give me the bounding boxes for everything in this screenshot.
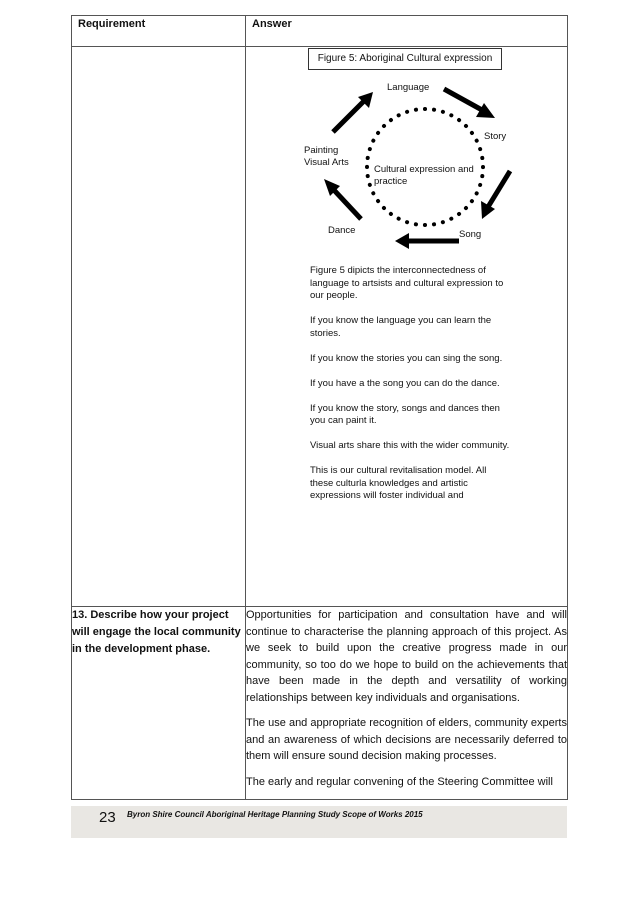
requirements-table xyxy=(71,15,568,800)
figure-description xyxy=(310,265,510,515)
header-answer: Answer xyxy=(246,16,568,47)
figure-paragraph: If you know the stories you can sing the song. xyxy=(310,352,503,364)
requirement-cell-empty xyxy=(72,47,246,607)
figure-title: Figure 5: Aboriginal Cultural expression xyxy=(308,48,502,70)
label-song: Song xyxy=(459,229,482,240)
figure-paragraph: If you know the language you can learn the stories. xyxy=(310,315,492,339)
answer-paragraph: The early and regular convening of the Steering Committee will xyxy=(246,775,553,788)
figure-paragraph: If you know the story, songs and dances then you can paint it. xyxy=(310,402,500,426)
label-language: Language xyxy=(387,82,430,93)
answer-paragraph: The use and appropriate recognition of elders, community experts and an awareness of which decisions are necessarily deferred to them will ensure sound decision making processes. xyxy=(246,717,567,762)
label-dance: Dance xyxy=(328,225,356,236)
arrow-painting-language xyxy=(333,101,364,132)
requirement-13: 13. Describe how your project will engage the local community in the development phase. xyxy=(72,607,246,800)
label-visual-arts: Visual Arts xyxy=(304,157,349,168)
arrow-language-story xyxy=(444,89,482,110)
arrow-story-song xyxy=(488,171,510,207)
footer-title: Byron Shire Council Aboriginal Heritage Planning Study Scope of Works 2015 xyxy=(127,810,423,819)
header-requirement: Requirement xyxy=(72,16,246,47)
label-painting: Painting xyxy=(304,145,339,156)
arrow-dance-painting xyxy=(333,189,361,219)
answer-13 xyxy=(246,607,568,800)
figure-paragraph: Visual arts share this with the wider community. xyxy=(310,440,510,451)
figure-paragraph: If you have a the song you can do the dance. xyxy=(310,377,500,389)
page-number: 23 xyxy=(99,809,116,826)
label-center-line2: practice xyxy=(374,176,408,187)
figure-cell xyxy=(246,47,568,607)
arrow-head-3 xyxy=(395,233,409,249)
figure-paragraph: This is our cultural revitalisation model. All these culturla knowledges and artistic expressions will foster individual and xyxy=(310,465,487,501)
page-footer xyxy=(71,806,567,838)
answer-paragraph: Opportunities for participation and consultation have and will continue to characterise the planning approach of this project. As we seek to build upon the creative progress made in our community, so too do we hope to build on the achievements that have been made in the depth and versatility of working relationships between key individuals and organisations. xyxy=(246,609,567,704)
cultural-expression-diagram xyxy=(246,47,568,262)
label-center-line1: Cultural expression and xyxy=(374,164,474,175)
figure-paragraph: Figure 5 dipicts the interconnectedness of language to artsists and cultural expression to our people. xyxy=(310,265,504,301)
label-story: Story xyxy=(484,131,507,142)
